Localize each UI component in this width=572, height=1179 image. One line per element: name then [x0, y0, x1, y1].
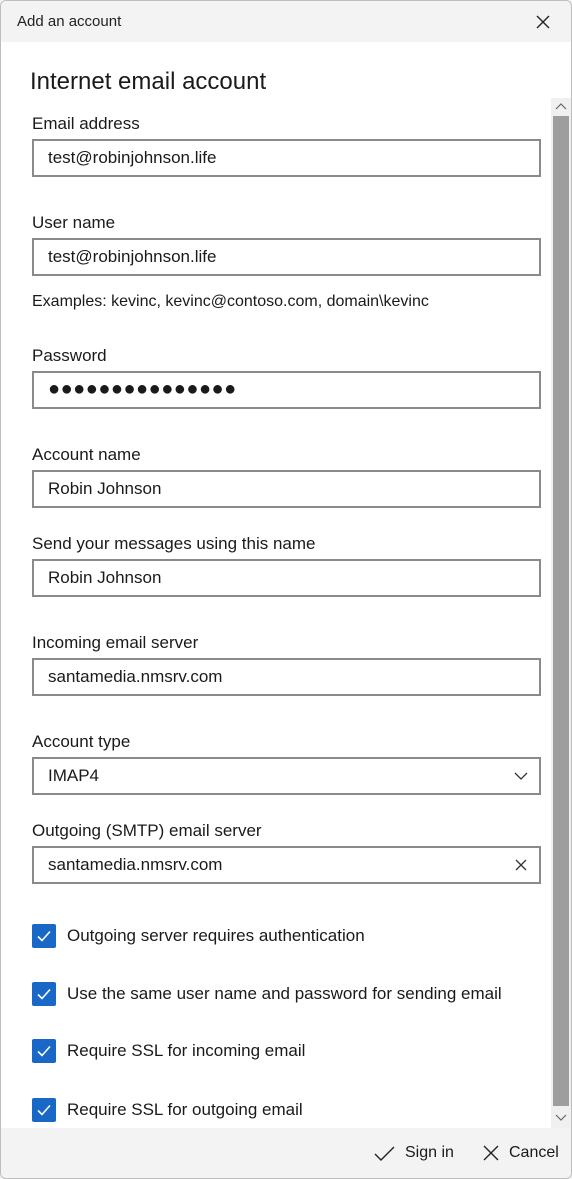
checkmark-icon: [35, 1042, 53, 1060]
checkbox-checked[interactable]: [32, 982, 56, 1006]
cancel-label: Cancel: [509, 1144, 559, 1161]
checkbox-ssl-incoming[interactable]: [32, 1038, 305, 1064]
incoming-server-label: Incoming email server: [32, 633, 199, 652]
username-field[interactable]: [32, 238, 541, 276]
checkbox-outgoing-auth[interactable]: [32, 923, 365, 949]
incoming-server-field[interactable]: [32, 658, 541, 696]
password-masked-value: ●●●●●●●●●●●●●●●: [48, 378, 237, 400]
sign-in-label: Sign in: [405, 1144, 454, 1161]
account-name-label: Account name: [32, 445, 141, 464]
checkbox-checked[interactable]: [32, 1098, 56, 1122]
email-value: test@robinjohnson.life: [48, 148, 217, 167]
page-title: Internet email account: [30, 68, 267, 95]
checkbox-label: Require SSL for incoming email: [67, 1041, 306, 1060]
scroll-thumb[interactable]: [553, 116, 569, 1106]
scroll-down-button[interactable]: [551, 1108, 571, 1126]
password-field[interactable]: [32, 371, 541, 409]
checkbox-checked[interactable]: [32, 924, 56, 948]
send-name-label: Send your messages using this name: [32, 534, 316, 553]
dialog-footer: [1, 1128, 571, 1178]
username-value: test@robinjohnson.life: [48, 247, 217, 266]
password-label: Password: [32, 346, 107, 365]
checkmark-icon: [374, 1145, 395, 1162]
outgoing-server-label: Outgoing (SMTP) email server: [32, 821, 262, 840]
checkmark-icon: [35, 1101, 53, 1119]
title-bar: [1, 1, 571, 42]
account-type-label: Account type: [32, 732, 131, 751]
outgoing-server-value: santamedia.nmsrv.com: [48, 855, 223, 874]
sign-in-button[interactable]: [374, 1140, 454, 1166]
outgoing-server-field[interactable]: [32, 846, 541, 884]
close-button[interactable]: [515, 1, 571, 42]
account-name-field[interactable]: [32, 470, 541, 508]
send-name-field[interactable]: [32, 559, 541, 597]
checkbox-checked[interactable]: [32, 1039, 56, 1063]
checkbox-label: Use the same user name and password for sending email: [67, 984, 502, 1003]
checkmark-icon: [35, 985, 53, 1003]
chevron-down-icon: [513, 768, 529, 784]
checkbox-label: Outgoing server requires authentication: [67, 926, 365, 945]
username-hint: Examples: kevinc, kevinc@contoso.com, domain\kevinc: [32, 293, 429, 310]
clear-icon[interactable]: [513, 857, 529, 873]
checkbox-label: Require SSL for outgoing email: [67, 1100, 303, 1119]
checkbox-ssl-outgoing[interactable]: [32, 1097, 303, 1123]
close-icon: [536, 15, 550, 29]
chevron-down-icon: [555, 1112, 567, 1122]
form-content: [1, 42, 551, 1128]
vertical-scrollbar[interactable]: [551, 98, 571, 1128]
email-label: Email address: [32, 114, 140, 133]
checkbox-same-credentials[interactable]: [32, 981, 502, 1007]
username-label: User name: [32, 213, 116, 232]
account-name-value: Robin Johnson: [48, 479, 162, 498]
account-type-select[interactable]: [32, 757, 541, 795]
scroll-up-button[interactable]: [551, 98, 571, 116]
window-title: Add an account: [17, 13, 122, 30]
send-name-value: Robin Johnson: [48, 568, 162, 587]
close-icon: [483, 1145, 499, 1161]
cancel-button[interactable]: [483, 1140, 559, 1166]
checkmark-icon: [35, 927, 53, 945]
email-field[interactable]: [32, 139, 541, 177]
chevron-up-icon: [555, 102, 567, 112]
incoming-server-value: santamedia.nmsrv.com: [48, 667, 223, 686]
account-type-value: IMAP4: [48, 766, 100, 785]
